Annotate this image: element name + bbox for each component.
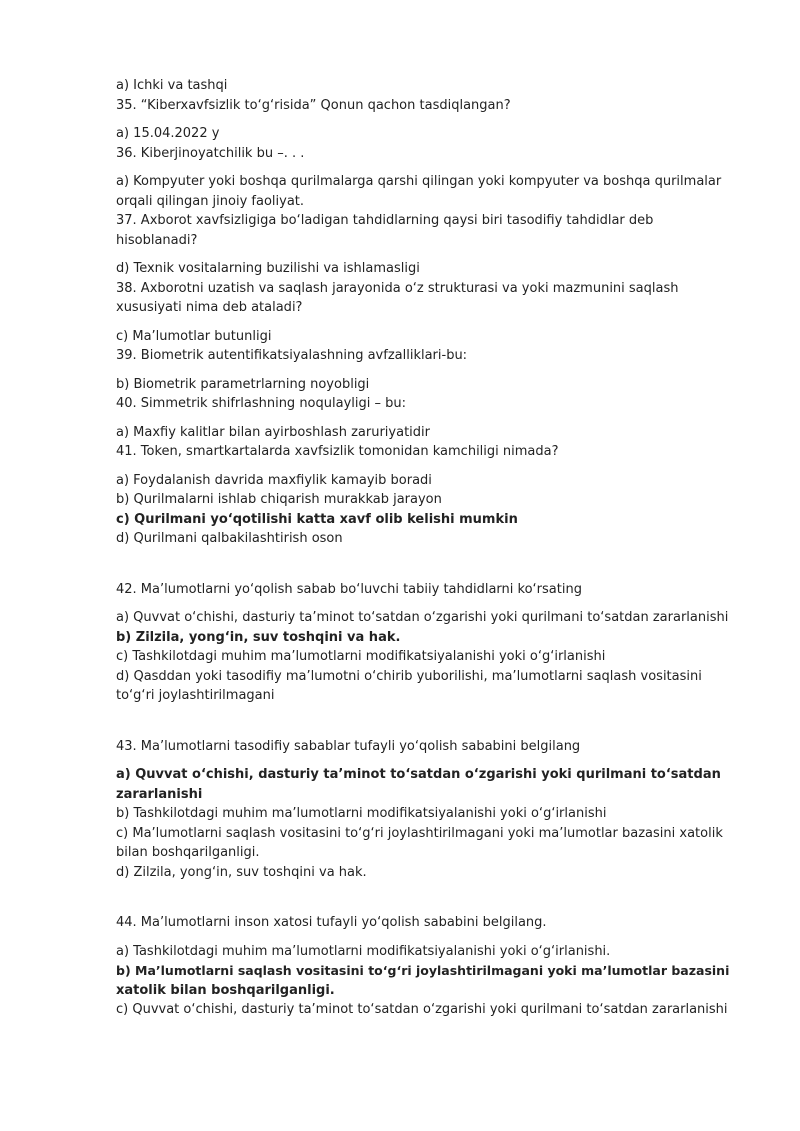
document-page	[116, 76, 736, 1020]
correct-answer-option: a) Quvvat o‘chishi, dasturiy ta’minot to‘satdan o‘zgarishi yoki qurilmani to‘satdan	[116, 767, 721, 782]
question-line: 37. Axborot xavfsizligiga bo‘ladigan tahdidlarning qaysi biri tasodifiy tahdidlar deb	[116, 213, 654, 228]
correct-answer-option: zararlanishi	[116, 786, 203, 802]
correct-answer-option: xatolik bilan boshqarilganligi.	[116, 982, 335, 998]
answer-line: a) Kompyuter yoki boshqa qurilmalarga qarshi qilingan yoki kompyuter va boshqa qurilmalar	[116, 174, 722, 189]
answer-option: bilan boshqarilganligi.	[116, 845, 260, 860]
question-line: 39. Biometrik autentifikatsiyalashning avfzalliklari-bu:	[116, 348, 468, 363]
answer-option: c) Tashkilotdagi muhim ma’lumotlarni modifikatsiyalanishi yoki o‘g‘irlanishi	[116, 649, 606, 664]
question-line: 35. “Kiberxavfsizlik to‘g‘risida” Qonun qachon tasdiqlangan?	[116, 97, 511, 113]
answer-option: b) Qurilmalarni ishlab chiqarish murakkab jarayon	[116, 492, 442, 507]
answer-option: a) Quvvat o‘chishi, dasturiy ta’minot to‘satdan o‘zgarishi yoki qurilmani to‘satdan zararlanishi	[116, 610, 729, 625]
answer-option: b) Tashkilotdagi muhim ma’lumotlarni modifikatsiyalanishi yoki o‘g‘irlanishi	[116, 806, 607, 821]
answer-line: orqali qilingan jinoiy faoliyat.	[116, 193, 305, 209]
answer-line: a) Ichki va tashqi	[116, 78, 228, 93]
answer-option: to‘g‘ri joylashtirilmagani	[116, 688, 275, 703]
correct-answer-option: b) Zilzila, yong‘in, suv toshqini va hak.	[116, 629, 401, 645]
correct-answer-option: b) Ma’lumotlarni saqlash vositasini to‘g‘ri joylashtirilmagani yoki ma’lumotlar bazasini	[116, 963, 730, 978]
question-line: 38. Axborotni uzatish va saqlash jarayonida o‘z strukturasi va yoki mazmunini saqlash	[116, 280, 679, 296]
question-line: 41. Token, smartkartalarda xavfsizlik tomonidan kamchiligi nimada?	[116, 444, 559, 459]
answer-option: a) Tashkilotdagi muhim ma’lumotlarni modifikatsiyalanishi yoki o‘g‘irlanishi.	[116, 943, 611, 959]
answer-option: d) Qurilmani qalbakilashtirish oson	[116, 531, 343, 546]
question-line: 40. Simmetrik shifrlashning noqulayligi – bu:	[116, 396, 406, 411]
question-line: 42. Ma’lumotlarni yo‘qolish sabab bo‘luvchi tabiiy tahdidlarni ko‘rsating	[116, 581, 582, 597]
question-line: hisoblanadi?	[116, 232, 198, 248]
correct-answer-option: c) Qurilmani yo‘qotilishi katta xavf olib kelishi mumkin	[116, 511, 518, 527]
question-line: 44. Ma’lumotlarni inson xatosi tufayli yo‘qolish sababini belgilang.	[116, 915, 547, 930]
answer-line: c) Ma’lumotlar butunligi	[116, 328, 272, 344]
answer-line: a) 15.04.2022 y	[116, 126, 220, 141]
answer-line: a) Maxfiy kalitlar bilan ayirboshlash zaruriyatidir	[116, 424, 430, 440]
answer-option: c) Ma’lumotlarni saqlash vositasini to‘g‘ri joylashtirilmagani yoki ma’lumotlar bazasini xatolik	[116, 825, 723, 841]
answer-option: d) Zilzila, yong‘in, suv toshqini va hak.	[116, 864, 367, 880]
answer-option: c) Quvvat o‘chishi, dasturiy ta’minot to‘satdan o‘zgarishi yoki qurilmani to‘satdan zararlanishi	[116, 1002, 728, 1017]
question-line: 43. Ma’lumotlarni tasodifiy sabablar tufayli yo‘qolish sababini belgilang	[116, 738, 581, 754]
answer-option: a) Foydalanish davrida maxfiylik kamayib boradi	[116, 472, 432, 488]
question-line: 36. Kiberjinoyatchilik bu –. . .	[116, 145, 305, 161]
answer-line: b) Biometrik parametrlarning noyobligi	[116, 376, 370, 392]
question-line: xususiyati nima deb ataladi?	[116, 300, 303, 315]
answer-option: d) Qasddan yoki tasodifiy ma’lumotni o‘chirib yuborilishi, ma’lumotlarni saqlash vositasini	[116, 668, 702, 684]
answer-line: d) Texnik vositalarning buzilishi va ishlamasligi	[116, 261, 420, 276]
